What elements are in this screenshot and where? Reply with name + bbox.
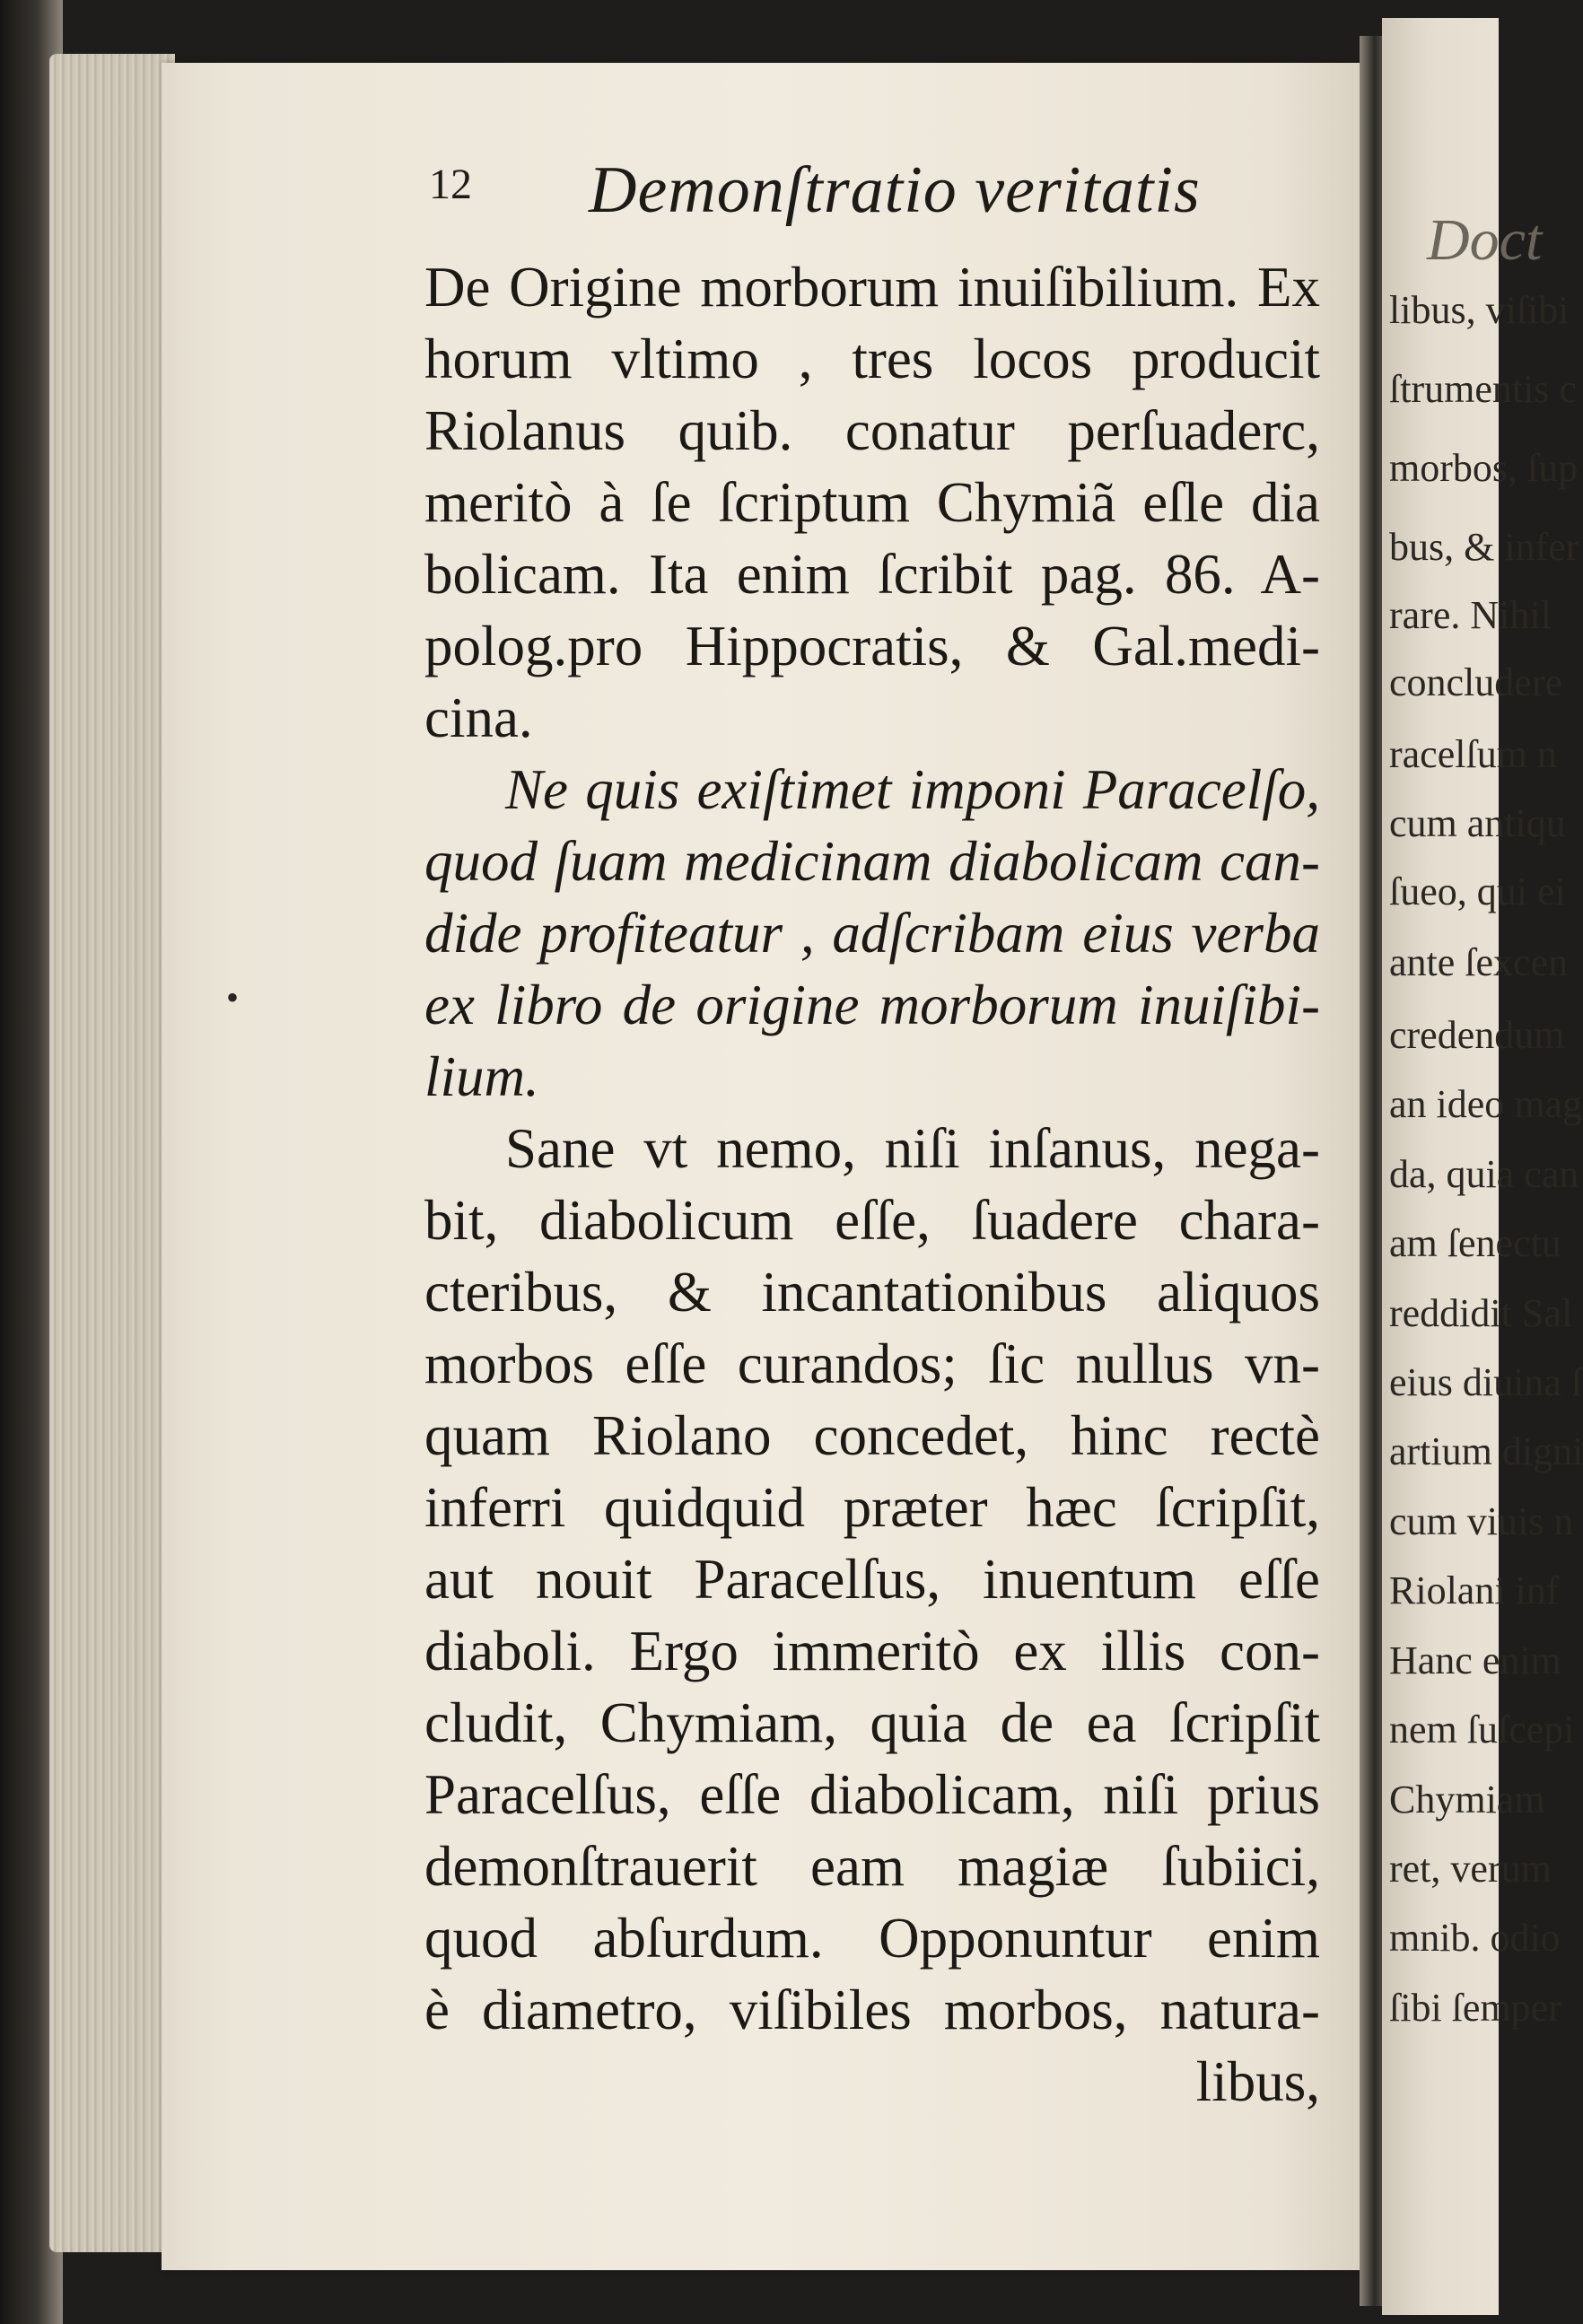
text-line: polog.pro Hippocratis, & Gal.medi- bbox=[424, 615, 1320, 677]
right-page-line: an ideo mag bbox=[1389, 1082, 1583, 1126]
right-page-line: racelſum n bbox=[1389, 732, 1557, 776]
text-line: cina. bbox=[424, 686, 533, 749]
margin-dot: • bbox=[226, 977, 240, 1018]
right-page-line: ſibi ſemper bbox=[1389, 1986, 1561, 2030]
text-line: Paracelſus, eſſe diabolicam, niſi prius bbox=[424, 1763, 1320, 1826]
right-page-line: morbos, ſup bbox=[1389, 446, 1579, 490]
main-text bbox=[424, 251, 1320, 2118]
right-page-line: nem ſuſcepi bbox=[1389, 1708, 1575, 1752]
text-line: quod abſurdum. Opponuntur enim bbox=[424, 1907, 1320, 1970]
right-page-line: cum antiqu bbox=[1389, 801, 1566, 845]
running-header bbox=[429, 153, 1308, 227]
right-page-line: cum viuis n bbox=[1389, 1499, 1574, 1543]
text-line: Riolanus quib. conatur perſuaderc, bbox=[424, 399, 1320, 462]
text-line-italic: lium. bbox=[424, 1045, 539, 1108]
right-page-line: mnib. odio bbox=[1389, 1916, 1561, 1960]
right-page-line: ſtrumentis c bbox=[1389, 367, 1577, 411]
right-page-line: bus, & infer bbox=[1389, 525, 1579, 569]
right-page-line: ſueo, qui ei bbox=[1389, 869, 1566, 913]
text-line: cteribus, & incantationibus aliquos bbox=[424, 1261, 1320, 1324]
right-page-line: ret, verum bbox=[1389, 1847, 1552, 1891]
text-line: quam Riolano concedet, hinc rectè bbox=[424, 1404, 1320, 1467]
text-line: è diametro, viſibiles morbos, natura- bbox=[424, 1979, 1320, 2041]
text-line-italic: quod ſuam medicinam diabolicam can- bbox=[424, 830, 1320, 893]
right-page-line: am ſenectu bbox=[1389, 1221, 1561, 1265]
text-line: De Origine morborum inuiſibilium. Ex bbox=[424, 256, 1320, 319]
right-page-line: artium digni bbox=[1389, 1429, 1583, 1473]
right-page-line: da, quia can bbox=[1389, 1152, 1579, 1196]
text-line-italic: Ne quis exiſtimet imponi Paracelſo, bbox=[505, 758, 1320, 821]
right-page-line: libus, viſibi bbox=[1389, 288, 1570, 332]
right-page-heading: Doct bbox=[1427, 207, 1543, 273]
text-line: aut nouit Paracelſus, inuentum eſſe bbox=[424, 1548, 1320, 1611]
text-line-italic: ex libro de origine morborum inuiſibi- bbox=[424, 974, 1320, 1036]
text-line: demonſtrauerit eam magiæ ſubiici, bbox=[424, 1835, 1320, 1898]
running-title: Demonſtratio veritatis bbox=[589, 153, 1201, 227]
text-line: cludit, Chymiam, quia de ea ſcripſit bbox=[424, 1691, 1320, 1754]
right-page-line: reddidit Sal bbox=[1389, 1291, 1573, 1335]
text-line-italic: dide profiteatur , adſcribam eius verba bbox=[424, 902, 1320, 965]
right-page-line: Riolani inf bbox=[1389, 1568, 1560, 1612]
right-page-line: ante ſexcen bbox=[1389, 940, 1569, 984]
text-line: bit, diabolicum eſſe, ſuadere chara- bbox=[424, 1189, 1320, 1252]
right-page-line: Hanc enim bbox=[1389, 1638, 1561, 1682]
text-line: diaboli. Ergo immeritò ex illis con- bbox=[424, 1620, 1320, 1682]
text-line: horum vltimo , tres locos producit bbox=[424, 328, 1320, 390]
page-number: 12 bbox=[429, 161, 472, 208]
text-line: inferri quidquid præter hæc ſcripſit, bbox=[424, 1476, 1320, 1539]
right-page-line: concludere bbox=[1389, 660, 1562, 704]
text-line: meritò à ſe ſcriptum Chymiã eſle dia bbox=[424, 471, 1320, 534]
right-page-line: credendum bbox=[1389, 1013, 1565, 1057]
page-edges bbox=[49, 54, 175, 2252]
text-line: bolicam. Ita enim ſcribit pag. 86. A- bbox=[424, 543, 1320, 606]
right-page-line: rare. Nihil bbox=[1389, 593, 1552, 637]
right-page bbox=[1382, 18, 1583, 2315]
text-line: Sane vt nemo, niſi inſanus, nega- bbox=[505, 1117, 1320, 1180]
right-page-line: Chymiam bbox=[1389, 1778, 1545, 1822]
text-line: morbos eſſe curandos; ſic nullus vn- bbox=[424, 1332, 1320, 1395]
right-page-line: eius diuina ſ bbox=[1389, 1360, 1583, 1404]
catchword-line: libus, bbox=[1195, 2050, 1320, 2113]
